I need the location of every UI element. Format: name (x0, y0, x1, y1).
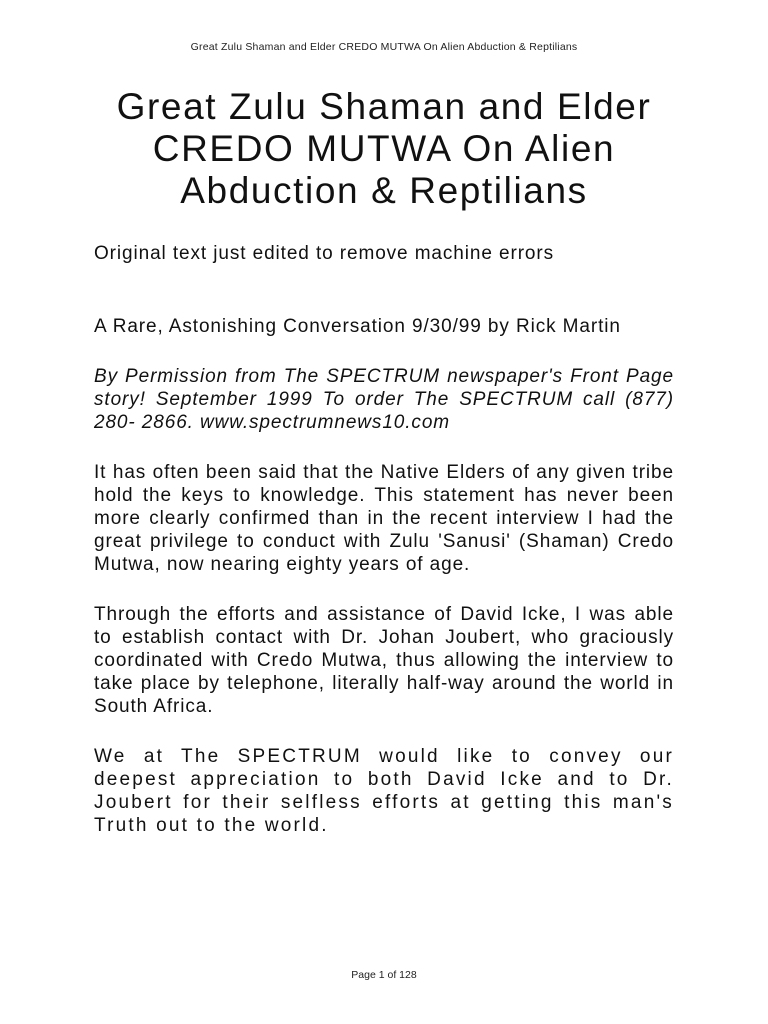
permission-note: By Permission from The SPECTRUM newspaper's Front Page story! September 1999 To order The SPECTRUM call (877) 280- 2866. www.spectrumnews10.com (94, 366, 674, 433)
page-number: Page 1 of 128 (351, 969, 417, 981)
document-body (94, 86, 674, 837)
document-subtitle: Original text just edited to remove machine errors (94, 243, 555, 264)
running-header: Great Zulu Shaman and Elder CREDO MUTWA On Alien Abduction & Reptilians (190, 41, 578, 53)
body-paragraph-2: Through the efforts and assistance of David Icke, I was able to establish contact with Dr. Johan Joubert, who graciously coordinated with Credo Mutwa, thus allowing the interview to take place by telephone, literally half-way around the world in South Africa. (94, 604, 674, 717)
article-meta-line: A Rare, Astonishing Conversation 9/30/99 by Rick Martin (94, 316, 621, 337)
document-title: Great Zulu Shaman and Elder CREDO MUTWA On Alien Abduction & Reptilians (116, 86, 652, 211)
body-paragraph-3: We at The SPECTRUM would like to convey our deepest appreciation to both David Icke and to Dr. Joubert for their selfless efforts at getting this man's Truth out to the world. (94, 746, 674, 836)
body-paragraph-1: It has often been said that the Native Elders of any given tribe hold the keys to knowledge. This statement has never been more clearly confirmed than in the recent interview I had the great privilege to conduct with Zulu 'Sanusi' (Shaman) Credo Mutwa, now nearing eighty years of age. (94, 462, 674, 575)
